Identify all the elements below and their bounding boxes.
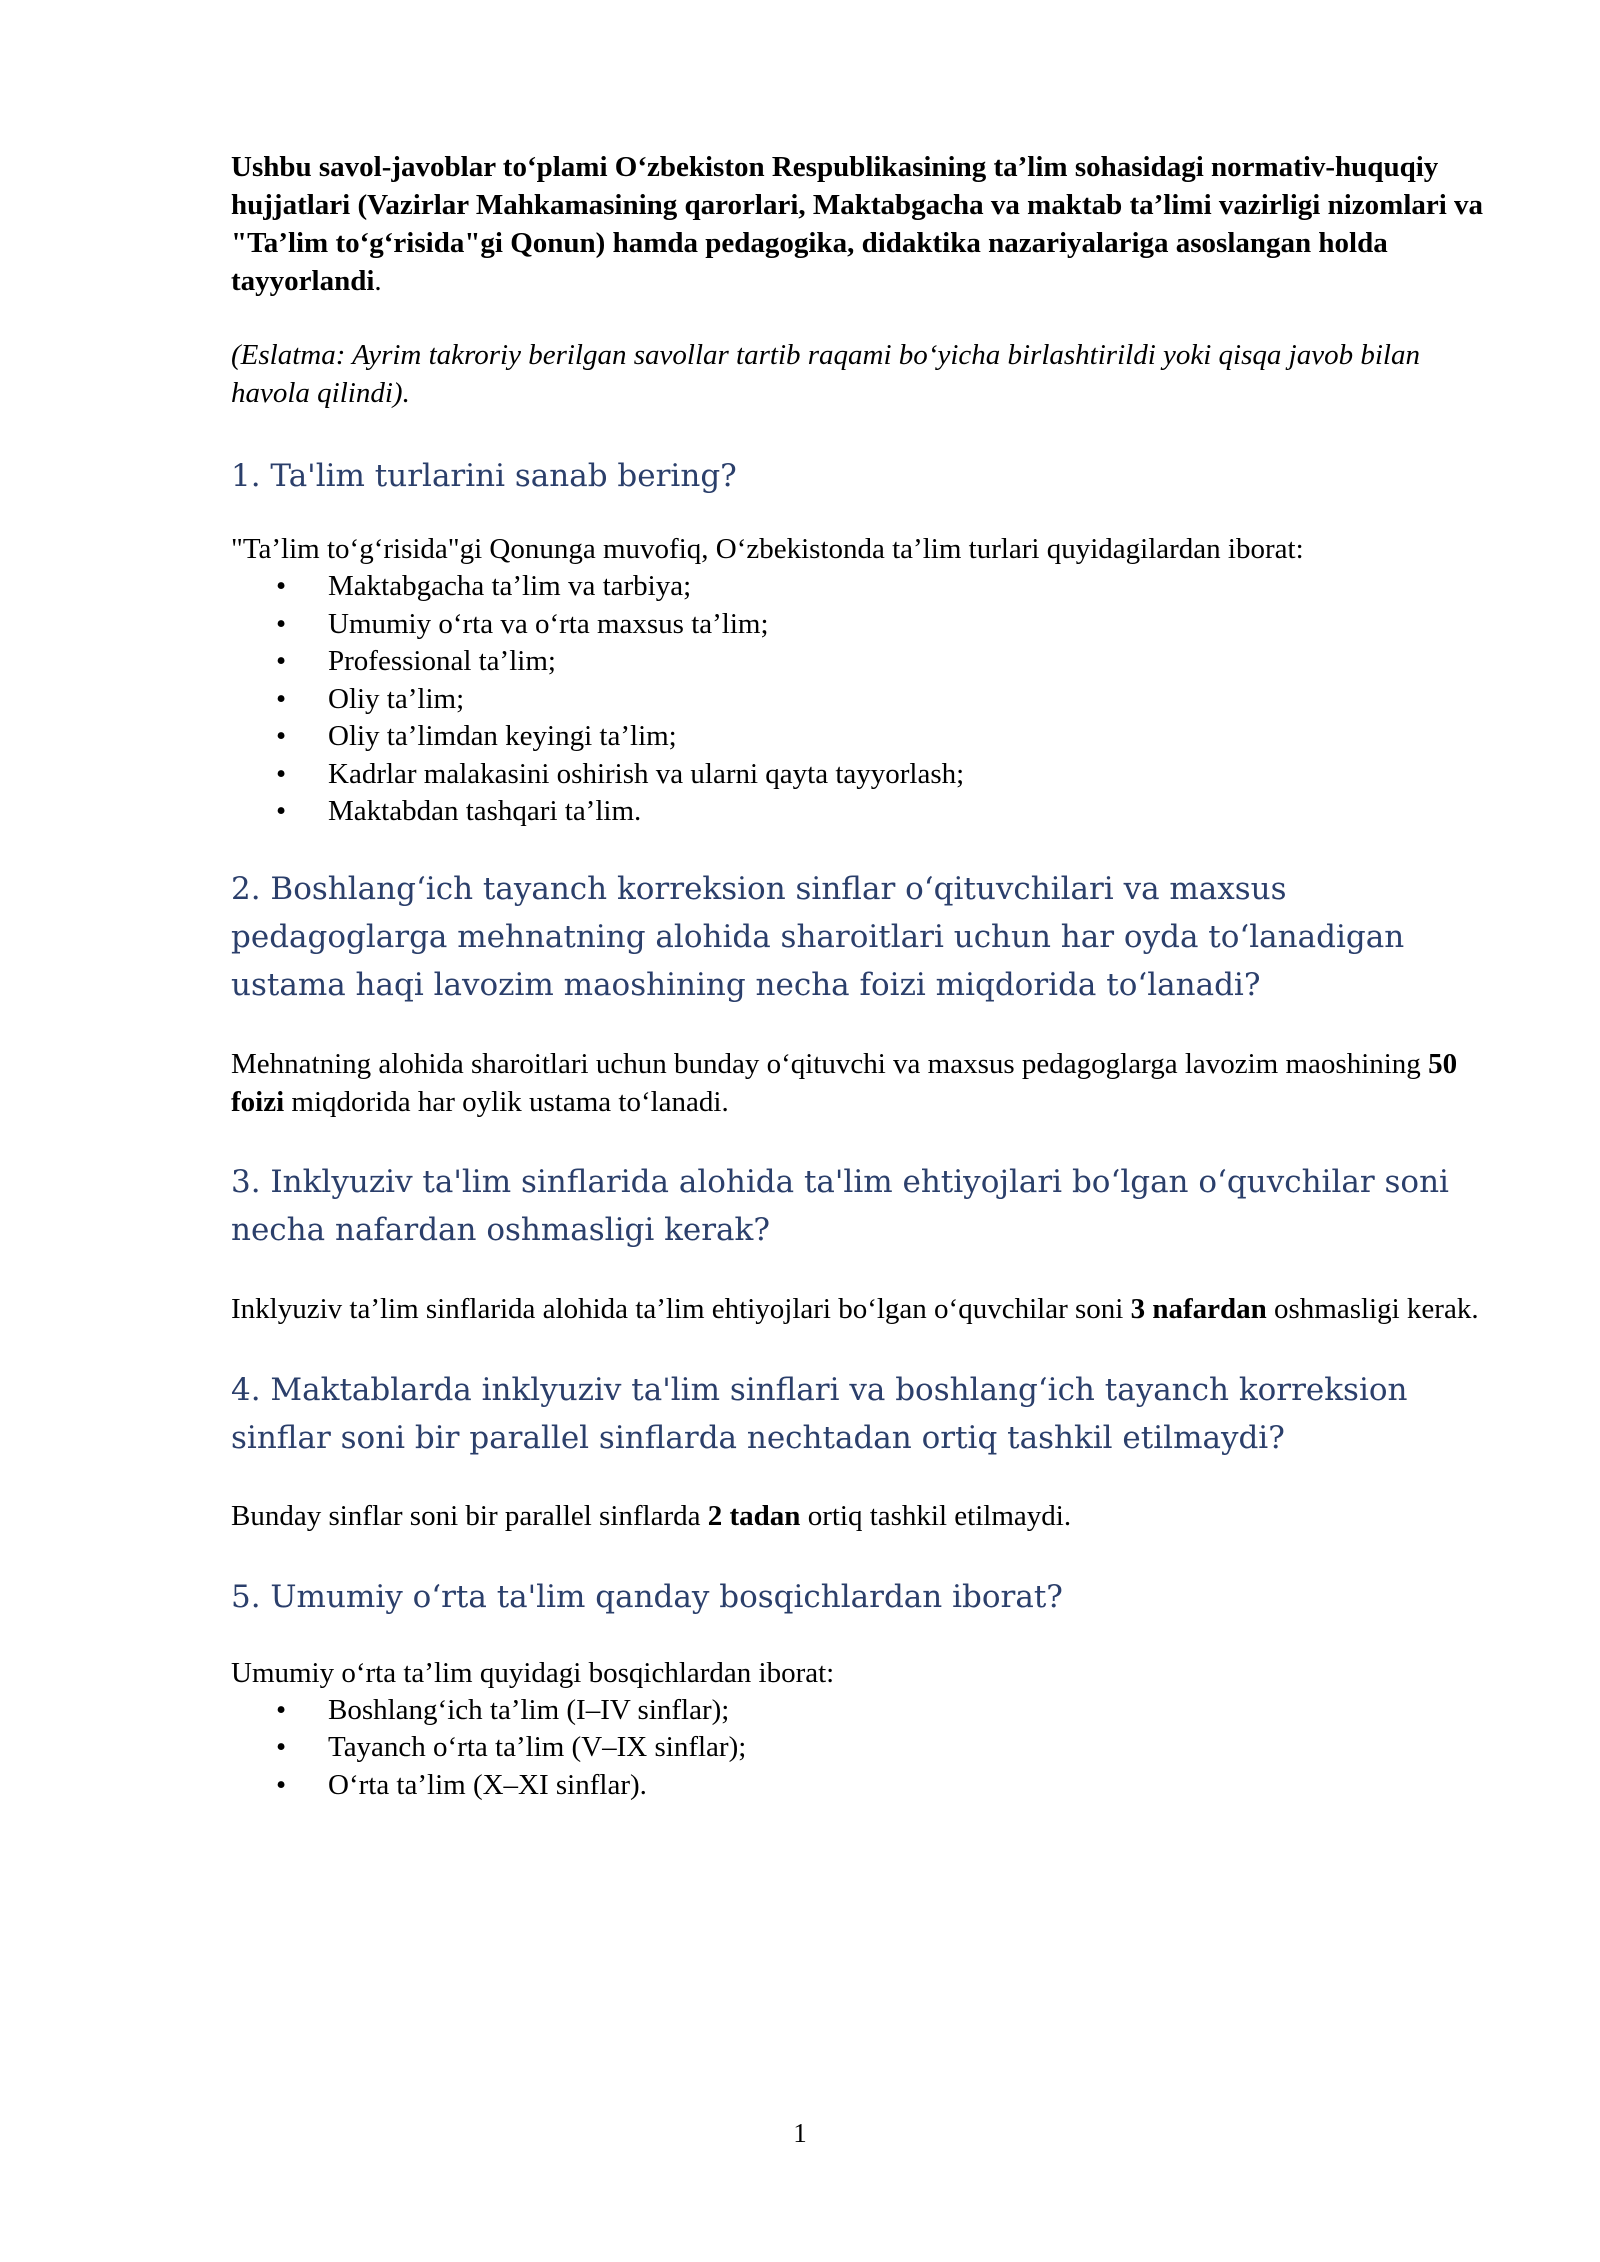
intro-paragraph <box>231 148 1491 300</box>
answer-2-bold: 50 foizi <box>231 1047 1458 1118</box>
answer-4-before: Bunday sinflar soni bir parallel sinflarda <box>231 1499 708 1532</box>
list-item: • Maktabgacha ta’lim va tarbiya; <box>231 568 1491 606</box>
answer-3-bold: 3 nafardan <box>1130 1292 1267 1325</box>
answer-5-list <box>231 1692 1491 1805</box>
answer-4-bold: 2 tadan <box>707 1499 801 1532</box>
list-item: • Tayanch o‘rta ta’lim (V–IX sinflar); <box>231 1729 1491 1767</box>
answer-3-text <box>231 1290 1491 1328</box>
list-item: • O‘rta ta’lim (X–XI sinflar). <box>231 1767 1491 1805</box>
answer-1-list <box>231 568 1491 831</box>
list-item: • Oliy ta’limdan keyingi ta’lim; <box>231 718 1491 756</box>
list-item: • Professional ta’lim; <box>231 643 1491 681</box>
question-3-heading: 3. Inklyuziv ta'lim sinflarida alohida ta'lim ehtiyojlari bo‘lgan o‘quvchilar soni necha nafardan oshmasligi kerak? <box>231 1163 1449 1248</box>
answer-2-after: miqdorida har oylik ustama to‘lanadi. <box>284 1085 729 1118</box>
answer-5-text: Umumiy o‘rta ta’lim quyidagi bosqichlardan iborat: <box>231 1656 835 1689</box>
intro-tail: . <box>374 265 382 297</box>
list-item: • Maktabdan tashqari ta’lim. <box>231 793 1491 831</box>
answer-3-before: Inklyuziv ta’lim sinflarida alohida ta’lim ehtiyojlari bo‘lgan o‘quvchilar soni <box>231 1292 1131 1325</box>
list-item: • Kadrlar malakasini oshirish va ularni qayta tayyorlash; <box>231 756 1491 794</box>
note-paragraph: (Eslatma: Ayrim takroriy berilgan savollar tartib raqami bo‘yicha birlashtirildi yoki qisqa javob bilan havola qilindi). <box>231 339 1420 409</box>
answer-2-before: Mehnatning alohida sharoitlari uchun bunday o‘qituvchi va maxsus pedagoglarga lavozim maoshining <box>231 1047 1429 1080</box>
answer-4-after: ortiq tashkil etilmaydi. <box>800 1499 1072 1532</box>
page-content <box>231 148 1491 1804</box>
intro-bold-text: Ushbu savol-javoblar to‘plami O‘zbekiston Respublikasining ta’lim sohasidagi normativ-huquqiy hujjatlari (Vazirlar Mahkamasining qarorlari, Maktabgacha va maktab ta’limi vazirligi nizomlari va "Ta’lim to‘g‘risida"gi Qonun) hamda pedagogika, didaktika nazariyalariga asoslangan holda tayyorlandi <box>231 151 1484 297</box>
question-5-heading: 5. Umumiy o‘rta ta'lim qanday bosqichlardan iborat? <box>231 1578 1063 1615</box>
question-4-heading: 4. Maktablarda inklyuziv ta'lim sinflari va boshlang‘ich tayanch korreksion sinflar soni bir parallel sinflarda nechtadan ortiq tashkil etilmaydi? <box>231 1371 1408 1456</box>
question-1-heading: 1. Ta'lim turlarini sanab bering? <box>231 458 737 494</box>
list-item: • Oliy ta’lim; <box>231 681 1491 719</box>
answer-4-text <box>231 1497 1491 1535</box>
answer-2-text <box>231 1045 1491 1121</box>
question-2-heading: 2. Boshlang‘ich tayanch korreksion sinflar o‘qituvchilari va maxsus pedagoglarga mehnatning alohida sharoitlari uchun har oyda to‘lanadigan ustama haqi lavozim maoshining necha foizi miqdorida to‘lanadi? <box>231 870 1405 1003</box>
answer-3-after: oshmasligi kerak. <box>1266 1292 1479 1325</box>
page-number: 1 <box>793 2118 807 2148</box>
list-item: • Umumiy o‘rta va o‘rta maxsus ta’lim; <box>231 606 1491 644</box>
list-item: • Boshlang‘ich ta’lim (I–IV sinflar); <box>231 1692 1491 1730</box>
answer-1-text: "Ta’lim to‘g‘risida"gi Qonunga muvofiq, O‘zbekistonda ta’lim turlari quyidagilardan iborat: <box>231 533 1304 565</box>
